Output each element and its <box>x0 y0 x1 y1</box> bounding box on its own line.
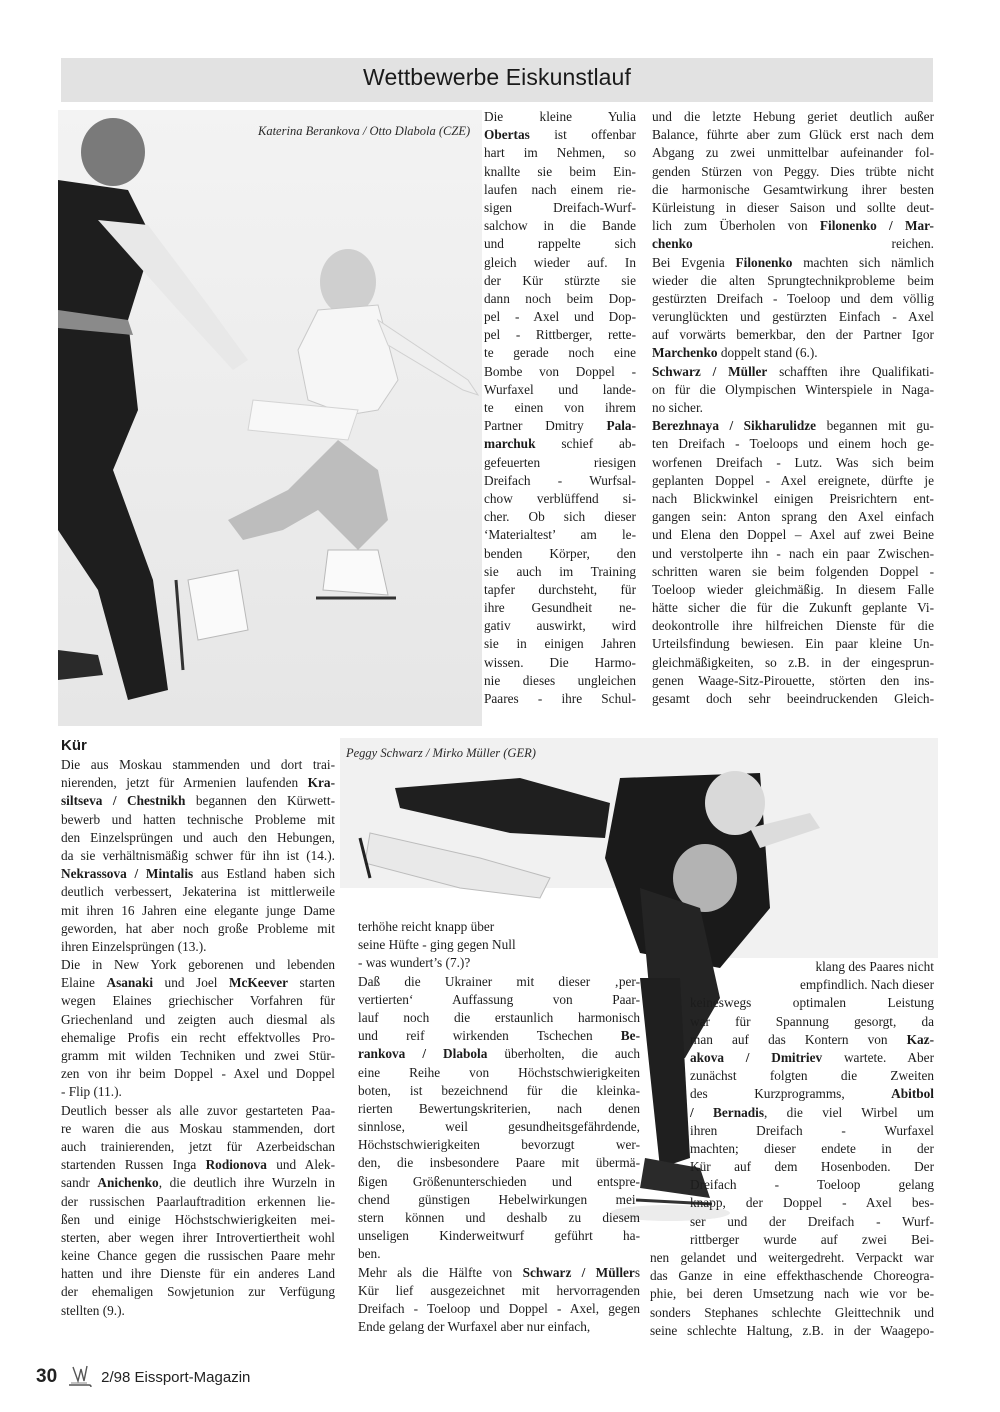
text-line: Berezhnaya / Sikharulidze begannen mit gu- <box>652 418 934 434</box>
text-line: und reif wirkenden Tschechen Be- <box>358 1028 640 1044</box>
text-line: Die kleine Yulia <box>484 109 636 124</box>
text-line: ehemalige Profis ein recht effektvolles Pro- <box>61 1029 335 1045</box>
text-line: Abgang zu zwei unmittelbar aufeinander fol- <box>652 145 934 161</box>
page-footer <box>36 1362 250 1392</box>
text-line: wegen Elaines griechischer Vorfahren für <box>61 993 335 1009</box>
text-line: Wurfaxel und lande- <box>484 381 636 397</box>
text-line: knallte sie beim Ein- <box>484 163 636 179</box>
photo-berankova-dlabola <box>58 110 482 726</box>
text-line: geplanten Doppel - Axel ereignete, dürfte je <box>652 472 934 488</box>
text-line: und die letzte Hebung geriet deutlich außer <box>652 109 934 124</box>
text-line: Obertas ist offenbar <box>484 127 636 143</box>
text-line: Griechenland und zeigten auch diesmal als <box>61 1011 335 1027</box>
text-line: ihren Einzelsprüngen (13.). <box>61 938 207 954</box>
text-line: dann noch beim Dop- <box>484 290 636 306</box>
skating-pair-illustration <box>58 110 482 726</box>
text-line: empfindlich. Nach dieser <box>799 977 934 993</box>
text-line: den, die insbesondere Paare mit übermä- <box>358 1155 640 1171</box>
text-line: rierten Bewertungskriterien, nach denen <box>358 1100 640 1116</box>
text-line: sie in einigen Jahren <box>484 636 636 652</box>
text-line: klang des Paares nicht <box>815 959 934 974</box>
text-line: Schwarz / Müller schafften ihre Qualifikati- <box>652 363 934 379</box>
text-line: hätte sicher die für die Zukunft geplante Vi- <box>652 600 934 616</box>
text-line: ser und der Dreifach - Wurf- <box>690 1213 934 1229</box>
text-line: der Kür stürzte sie <box>484 272 636 288</box>
text-line: ten Dreifach - Toeloops und einem hoch ge- <box>652 436 934 452</box>
text-line: hart im Nehmen, so <box>484 145 636 161</box>
text-line: no sicher. <box>652 400 703 415</box>
text-line: Bombe von Doppel - <box>484 363 636 379</box>
text-line: und Elena den Doppel – Axel auf zwei Beine <box>652 527 934 543</box>
text-line: Nekrassova / Mintalis aus Estland haben sich <box>61 866 335 882</box>
text-line: des Kurzprogramms, Abitbol <box>690 1086 934 1102</box>
text-line: und rappelte sich <box>484 236 636 252</box>
text-line: keine Chance gegen die russischen Paare mehr <box>61 1248 335 1264</box>
text-line: re waren die aus Moskau stammenden, dort <box>61 1120 335 1136</box>
text-line: gesamt doch sehr beeindruckenden Gleich- <box>652 691 934 706</box>
text-line: startenden Russen Inga Rodionova und Alek- <box>61 1157 335 1173</box>
text-line: sinnlose, weil gesundheitsgefährdende, <box>358 1119 640 1135</box>
text-line: Marchenko doppelt stand (6.). <box>652 345 818 361</box>
text-line: Ende gelang der Wurfaxel aber nur einfach, <box>358 1319 591 1335</box>
text-line: man auf das Kontern von Kaz- <box>690 1031 934 1047</box>
text-line: benden Körper, den <box>484 545 636 561</box>
text-line: pel - Axel und Dop- <box>484 309 636 325</box>
text-line: eine Reihe von Höchstschwierigkeiten <box>358 1064 640 1080</box>
text-line: gleichmäßigkeiten, so z.B. in der eingesprun- <box>652 654 934 670</box>
text-line: auf vorwärts bemerkbar, den der Partner Igor <box>652 327 934 343</box>
text-line: machten; dieser endete in der <box>690 1140 934 1156</box>
text-line: gleich wieder auf. In <box>484 254 636 270</box>
text-line: boten, ist bezeichnend für die kleinka- <box>358 1082 640 1098</box>
article-column-5 <box>360 958 934 1340</box>
text-line: sonders Stephanes schlechte Gleittechnik und <box>650 1304 934 1320</box>
text-line: siltseva / Chestnikh begannen den Kürwett- <box>61 793 335 809</box>
text-line: ben. <box>358 1246 381 1262</box>
text-line: Balance, führte aber zum Glück erst nach dem <box>652 127 934 143</box>
text-line: nach Blickwinkel einigen Preisrichtern ent- <box>652 490 934 506</box>
text-line: te gerade noch eine <box>484 345 636 361</box>
text-line: gativ auswirkt, wird <box>484 618 636 634</box>
section-header-bar <box>61 58 933 102</box>
text-line: ßen und einige Höchstschwierigkeiten mei- <box>61 1211 335 1227</box>
text-line: Paares - ihre Schul- <box>484 691 636 706</box>
text-line: phie, bei deren Umsetzung nach wie vor be- <box>650 1286 934 1302</box>
article-column-1 <box>484 108 636 708</box>
text-line: marchuk schief ab- <box>484 436 636 452</box>
text-line: - was wundert’s (7.)? <box>358 955 471 971</box>
text-line: Kür lief ausgezeichnet mit hervorragenden <box>358 1282 640 1298</box>
text-line: genden Stürzen von Peggy. Dies trübte nicht <box>652 163 934 179</box>
text-line: stellten (9.). <box>61 1302 125 1318</box>
text-line: nierenden, jetzt für Armenien laufenden Kra- <box>61 775 335 791</box>
text-line: sie auch im Training <box>484 563 636 579</box>
text-line: Die aus Moskau stammenden und dort trai- <box>61 757 335 772</box>
text-line: Bei Evgenia Filonenko machten sich nämlich <box>652 254 935 270</box>
page-number: 30 <box>36 1366 58 1387</box>
text-line: pel - Rittberger, rette- <box>484 327 636 343</box>
text-line: Partner Dmitry Pala- <box>484 418 636 434</box>
article-column-2 <box>652 108 934 708</box>
text-line: da sie verhältnismäßig schwer für ihn ist (14.). <box>61 847 335 863</box>
text-line: terhöhe reicht knapp über <box>358 919 495 934</box>
magazine-issue: 2/98 Eissport-Magazin <box>101 1368 251 1386</box>
text-line: bewerb und hatten technische Probleme mit <box>61 811 335 827</box>
article-column-3 <box>61 756 335 1320</box>
text-line: Elaine Asanaki und Joel McKeever starten <box>61 975 335 991</box>
text-line: tapfer durchsteht, für <box>484 581 636 597</box>
text-line: schritten waren sie beim folgenden Doppel - <box>652 563 934 579</box>
text-line: sigen Dreifach-Wurf- <box>484 199 636 215</box>
text-line: worfenen Dreifach - Lutz. Was sich beim <box>652 454 934 470</box>
text-line: hatten und ihre Dienste für ein anderes Land <box>61 1266 335 1282</box>
text-line: ßigen Größenunterschieden und entspre- <box>358 1173 640 1189</box>
text-line: wieder die alten Sprungtechnikprobleme beim <box>652 272 934 288</box>
text-line: geworden, hat aber noch große Probleme mit <box>61 920 335 936</box>
text-line: gestürzten Dreifach - Toeloop und dem völlig <box>652 290 934 306</box>
text-line: zunächst folgten die Zweiten <box>690 1068 934 1084</box>
text-line: Höchstschwierigkeiten bevorzugt wer- <box>358 1137 640 1153</box>
text-line: sandr Anichenko, die deutlich ihre Wurzeln in <box>61 1175 335 1191</box>
text-line: das Ganze in eine effekthaschende Choreogra- <box>650 1268 934 1284</box>
text-line: on für die Olympischen Winterspiele in Naga- <box>652 381 934 397</box>
text-line: cher. Ob sich dieser <box>484 509 636 525</box>
skate-logo-icon <box>65 1363 93 1391</box>
text-line: seine schlechte Haltung, z.B. in der Waagepo- <box>650 1322 934 1338</box>
text-line: die harmonische Gesamtwirkung ihrer besten <box>652 181 934 197</box>
text-line: war für Spannung gesorgt, da <box>690 1013 934 1029</box>
text-line: laufen nach einem rie- <box>484 181 636 197</box>
text-line: verunglückten und gestürzten Einfach - Axel <box>652 309 934 325</box>
text-line: unseligen Kinderweitwurf geführt ha- <box>358 1228 640 1244</box>
text-line: - Flip (11.). <box>61 1084 122 1100</box>
text-line: salchow in die Bande <box>484 218 636 234</box>
text-line: den Einzelsprüngen und auch den Hebungen, <box>61 829 335 845</box>
text-line: te einen von ihrem <box>484 400 636 415</box>
text-line: Dreifach - Wurfsal- <box>484 472 636 488</box>
text-line: chend günstigen Hebelwirkungen mei- <box>358 1191 640 1207</box>
text-line: ‘Materialtest’ am le- <box>484 527 636 543</box>
photo-caption: Katerina Berankova / Otto Dlabola (CZE) <box>258 124 471 138</box>
text-line: mit ihren 16 Jahren eine elegante junge Dame <box>61 902 335 918</box>
text-line: und verstolperte ihn - nach ein paar Zwischen- <box>652 545 934 561</box>
text-line: chow verblüffend si- <box>484 490 636 506</box>
photo-caption: Peggy Schwarz / Mirko Müller (GER) <box>346 746 536 760</box>
text-line: stern können und deshalb zu diesem <box>358 1210 640 1225</box>
text-line: nie dieses ungleichen <box>484 672 636 688</box>
text-line: lauf noch die erstaunlich harmonisch <box>358 1009 640 1025</box>
text-line: chenko reichen. <box>652 236 934 252</box>
text-line: Daß die Ukrainer mit dieser ‚per- <box>358 973 640 989</box>
text-line: gefeuerten riesigen <box>484 454 636 470</box>
text-line: Toeloop wieder gleichmäßig. In diesem Falle <box>652 581 934 597</box>
text-line: deutlich verbessert, Jekaterina ist mittlerweile <box>61 884 335 900</box>
text-line: keineswegs optimalen Leistung <box>690 995 934 1011</box>
text-line: Die in New York geborenen und lebenden <box>61 957 335 973</box>
text-line: lich zum Überholen von Filonenko / Mar- <box>652 218 934 234</box>
section-title: Wettbewerbe Eiskunstlauf <box>363 64 631 90</box>
text-line: genen Waage-Sitz-Pirouette, störten den ins- <box>652 672 934 688</box>
text-line: rittberger wurde auf zwei Bei- <box>690 1231 934 1247</box>
text-line: knapp, der Doppel - Axel bes- <box>690 1195 934 1211</box>
text-line: rankova / Dlabola überholten, die auch <box>358 1046 640 1062</box>
text-line: gramm mit wilden Techniken und zwei Stür- <box>61 1048 335 1063</box>
text-line: deokontrolle ihre hilfreichen Dienste für die <box>652 618 934 634</box>
text-line: gangen sein: Anton sprang den Axel einfach <box>652 509 934 525</box>
text-line: auch trainierenden, jetzt für Azerbeidschan <box>61 1138 335 1154</box>
text-line: Dreifach - Toeloop gelang <box>690 1177 934 1193</box>
text-line: Deutlich besser als alle zuvor gestarteten Paa- <box>61 1102 335 1118</box>
text-line: sterten, aber wegen ihrer Introvertiertheit wohl <box>61 1229 335 1245</box>
text-line: Kür auf dem Hosenboden. Der <box>690 1159 934 1175</box>
text-line: Kürleistung in dieser Saison und sollte deut- <box>652 199 934 215</box>
text-line: ihre Gesundheit ne- <box>484 600 636 616</box>
section-heading-kuer: Kür <box>61 737 87 754</box>
text-line: Dreifach - Toeloop und Doppel - Axel, gegen <box>358 1300 640 1316</box>
text-line: nen gelandet und weitergedreht. Verpackt war <box>650 1250 934 1265</box>
text-line: Urteilsfindung bewiesen. Ein paar kleine Un- <box>652 636 934 652</box>
text-line: der russischen Paarlauftradition erkennen lie- <box>61 1193 335 1209</box>
text-line: wissen. Die Harmo- <box>484 654 636 670</box>
text-line: akova / Dmitriev wartete. Aber <box>690 1049 934 1065</box>
text-line: Mehr als die Hälfte von Schwarz / Müllers <box>358 1264 640 1280</box>
text-line: ihren Dreifach - Wurfaxel <box>690 1122 934 1138</box>
text-line: der ehemaligen Sowjetunion zur Verfügung <box>61 1284 335 1300</box>
text-line: vertierten‘ Auffassung von Paar- <box>358 991 640 1007</box>
text-line: zen von ihr beim Doppel - Axel und Doppel <box>61 1066 335 1082</box>
text-line: / Bernadis, die viel Wirbel um <box>690 1104 934 1120</box>
text-line: seine Hüfte - ging gegen Null <box>358 937 516 953</box>
